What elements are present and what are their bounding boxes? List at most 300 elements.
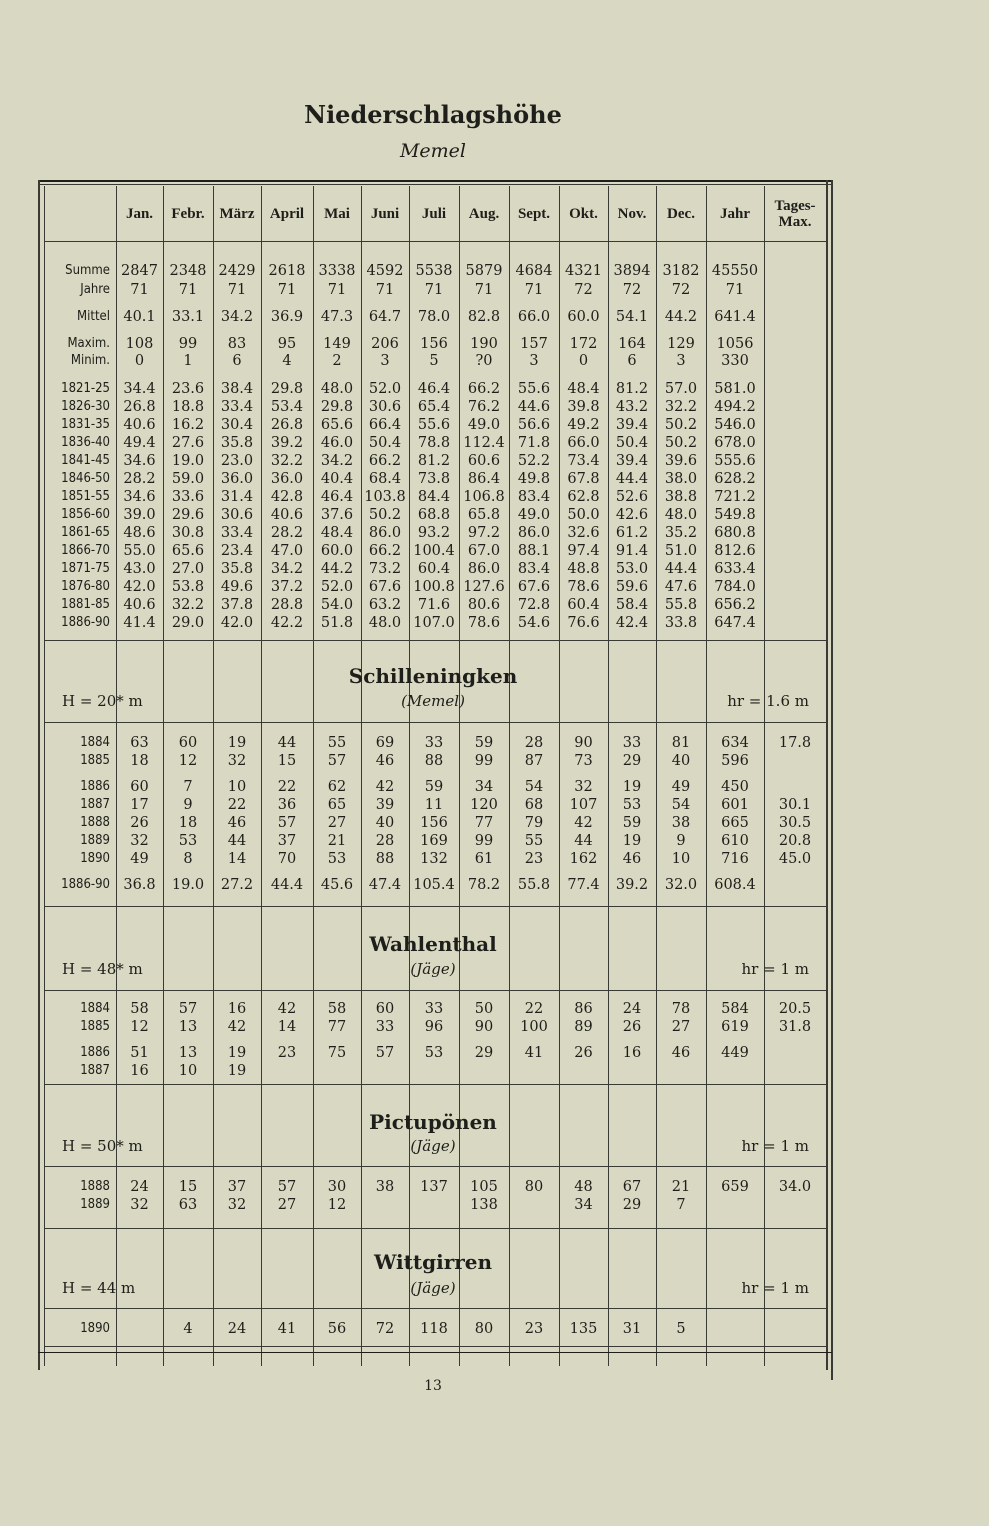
table-cell: 157 (520, 336, 548, 352)
table-cell: 66.2 (368, 543, 402, 559)
table-cell: 22 (524, 1001, 544, 1017)
table-cell: 30.5 (778, 815, 812, 831)
table-cell: 29 (622, 1197, 642, 1213)
table-cell: 44 (574, 833, 593, 849)
table-cell: 546.0 (714, 417, 756, 433)
table-cell: 42 (375, 779, 395, 795)
rule-line (44, 1346, 826, 1347)
row-label: 1881-85 (61, 597, 110, 612)
table-cell: 33 (424, 1001, 444, 1017)
section-observer: (Jäge) (410, 1279, 456, 1297)
table-cell: 48.4 (567, 381, 600, 397)
table-cell: 46.4 (320, 489, 354, 505)
table-cell: 634 (721, 735, 749, 751)
table-cell: 44.4 (270, 877, 304, 893)
table-cell: 80 (524, 1179, 544, 1195)
table-cell: 65.8 (467, 507, 501, 523)
table-cell: 78.0 (417, 309, 451, 325)
table-cell: 13 (178, 1019, 198, 1035)
table-cell: 54.6 (517, 615, 551, 631)
table-cell: 44.6 (517, 399, 551, 415)
table-cell: 34.2 (270, 561, 304, 577)
table-cell: 1 (183, 353, 193, 369)
table-cell: 647.4 (714, 615, 756, 631)
table-cell: 44.4 (664, 561, 698, 577)
table-cell: 44.2 (664, 309, 698, 325)
table-cell: 38.8 (664, 489, 698, 505)
column-header: Sept. (517, 206, 551, 222)
table-cell: 71 (725, 282, 745, 298)
table-cell: 36.0 (270, 471, 304, 487)
table-cell: 30.1 (778, 797, 812, 813)
table-cell: 99 (178, 336, 198, 352)
table-cell: 641.4 (714, 309, 756, 325)
table-cell: 138 (470, 1197, 498, 1213)
table-cell: 64.7 (368, 309, 402, 325)
section-height: H = 50* m (62, 1137, 143, 1155)
table-cell: 63 (130, 735, 149, 751)
table-cell: 12 (327, 1197, 347, 1213)
row-label: 1846-50 (61, 471, 110, 486)
table-cell: 39.6 (664, 453, 698, 469)
table-cell: 2847 (121, 263, 158, 279)
table-cell: 72 (574, 282, 593, 298)
table-cell: 449 (721, 1045, 749, 1061)
table-cell: 18.8 (171, 399, 205, 415)
table-cell: 494.2 (714, 399, 756, 415)
table-cell: 19 (622, 833, 642, 849)
table-cell: 78 (671, 1001, 691, 1017)
table-cell: 33.6 (171, 489, 205, 505)
section-height: H = 48* m (62, 960, 143, 978)
rule-line (44, 1084, 826, 1085)
table-cell: 10 (671, 851, 691, 867)
table-cell: 21 (671, 1179, 691, 1195)
column-header: Jan. (125, 206, 154, 222)
table-cell: 42.2 (270, 615, 304, 631)
table-cell: 93.2 (417, 525, 451, 541)
table-cell: 71 (277, 282, 297, 298)
table-cell: 9 (676, 833, 686, 849)
table-cell: 33.8 (664, 615, 698, 631)
table-cell: 19.0 (171, 453, 205, 469)
table-cell: 57 (277, 815, 297, 831)
column-header: Aug. (468, 206, 500, 222)
table-cell: 91.4 (615, 543, 649, 559)
table-cell: 30.8 (171, 525, 205, 541)
rule-line (38, 1352, 832, 1353)
table-cell: 50.2 (664, 417, 698, 433)
table-cell: 45.0 (778, 851, 812, 867)
rule-line (44, 640, 826, 641)
table-cell: 12 (130, 1019, 149, 1035)
table-cell: 39.2 (270, 435, 304, 451)
table-cell: 40.6 (123, 597, 156, 613)
row-label: 1861-65 (61, 525, 110, 540)
table-cell: 33 (375, 1019, 395, 1035)
table-cell: 135 (569, 1321, 598, 1337)
table-cell: 68.8 (417, 507, 451, 523)
table-cell: 61.2 (615, 525, 649, 541)
rule-line (44, 1308, 826, 1309)
table-cell: 36.0 (220, 471, 254, 487)
table-cell: 57 (178, 1001, 198, 1017)
table-cell: 100.8 (413, 579, 455, 595)
table-cell: 680.8 (714, 525, 756, 541)
table-cell: 51.0 (664, 543, 698, 559)
column-header: Okt. (569, 206, 598, 222)
table-cell: 53 (178, 833, 198, 849)
table-cell: 95 (277, 336, 297, 352)
table-cell: 46 (671, 1045, 691, 1061)
table-cell: 32 (130, 1197, 149, 1213)
table-cell: 67.0 (467, 543, 501, 559)
table-cell: 34.0 (778, 1179, 812, 1195)
column-rule (826, 180, 828, 1370)
table-cell: 42 (574, 815, 593, 831)
table-cell: 44 (277, 735, 297, 751)
section-title: Schilleningken (348, 664, 518, 688)
table-cell: 108 (125, 336, 154, 352)
table-cell: 35.8 (220, 561, 254, 577)
rule-line (44, 906, 826, 907)
table-cell: 34 (474, 779, 494, 795)
section-observer: (Jäge) (410, 1137, 456, 1155)
table-cell: 66.0 (567, 435, 600, 451)
table-cell: 17.8 (778, 735, 812, 751)
table-cell: 60.0 (320, 543, 354, 559)
table-cell: 12 (178, 753, 198, 769)
table-cell: 162 (569, 851, 598, 867)
table-cell: 71 (474, 282, 494, 298)
table-cell: 78.6 (567, 579, 600, 595)
table-cell: 49 (130, 851, 149, 867)
table-cell: 32.2 (664, 399, 698, 415)
table-cell: 120 (470, 797, 498, 813)
table-cell: 27.6 (171, 435, 205, 451)
table-cell: 48.0 (664, 507, 698, 523)
table-cell: 156 (420, 815, 448, 831)
table-cell: 62.8 (567, 489, 600, 505)
table-cell: 44 (227, 833, 247, 849)
table-cell: 66.2 (368, 453, 402, 469)
table-cell: 34.6 (123, 453, 156, 469)
table-cell: 23.0 (220, 453, 254, 469)
table-cell: 29.0 (171, 615, 205, 631)
table-cell: 41.4 (123, 615, 156, 631)
table-cell: 56.6 (517, 417, 551, 433)
table-cell: 37.6 (320, 507, 354, 523)
table-cell: 61 (474, 851, 494, 867)
table-cell: 75 (327, 1045, 347, 1061)
table-cell: 5538 (415, 263, 453, 279)
table-cell: 87 (524, 753, 544, 769)
table-cell: 86.4 (467, 471, 501, 487)
table-cell: 21 (327, 833, 347, 849)
table-cell: 28.2 (123, 471, 156, 487)
row-label: 1841-45 (61, 453, 110, 468)
table-cell: 39.8 (567, 399, 600, 415)
table-cell: 20.5 (778, 1001, 812, 1017)
table-cell: 38 (375, 1179, 395, 1195)
table-cell: 77 (474, 815, 494, 831)
table-cell: 60 (130, 779, 149, 795)
row-label: 1876-80 (61, 579, 110, 594)
table-cell: 28 (524, 735, 544, 751)
row-label: 1886 (80, 779, 110, 794)
table-cell: 67 (622, 1179, 642, 1195)
table-cell: 23 (524, 1321, 544, 1337)
table-cell: 43.2 (615, 399, 649, 415)
table-cell: 30.6 (368, 399, 402, 415)
table-cell: 46.0 (320, 435, 354, 451)
table-cell: 97.4 (567, 543, 600, 559)
row-label: 1889 (80, 1197, 110, 1212)
table-cell: 68.4 (368, 471, 402, 487)
table-cell: 90 (574, 735, 593, 751)
table-cell: 0 (578, 353, 589, 369)
table-cell: 57 (327, 753, 347, 769)
table-cell: 3338 (318, 263, 356, 279)
table-cell: 40.6 (123, 417, 156, 433)
table-cell: 11 (424, 797, 444, 813)
table-cell: 23 (524, 851, 544, 867)
table-cell: 34.4 (123, 381, 156, 397)
table-cell: 628.2 (714, 471, 756, 487)
table-cell: 37.8 (220, 597, 254, 613)
table-cell: 29.8 (320, 399, 354, 415)
table-cell: ?0 (475, 353, 493, 369)
table-cell: 132 (420, 851, 448, 867)
table-cell: 53 (327, 851, 347, 867)
table-cell: 129 (667, 336, 695, 352)
table-cell: 32 (227, 1197, 247, 1213)
row-label: 1884 (80, 735, 110, 750)
table-cell: 50.2 (368, 507, 402, 523)
table-cell: 36.9 (270, 309, 304, 325)
table-cell: 19 (622, 779, 642, 795)
table-cell: 59 (424, 779, 444, 795)
table-cell: 83.4 (517, 561, 551, 577)
column-header: Mai (324, 206, 350, 222)
table-cell: 38.4 (220, 381, 254, 397)
table-cell: 63.2 (368, 597, 402, 613)
table-cell: 35.8 (220, 435, 254, 451)
rule-line (44, 1166, 826, 1167)
section-title: Wahlenthal (369, 932, 497, 956)
table-cell: 156 (420, 336, 448, 352)
table-cell: 5 (429, 353, 439, 369)
table-cell: 81.2 (417, 453, 451, 469)
table-cell: 54 (524, 779, 544, 795)
table-cell: 66.4 (368, 417, 402, 433)
table-cell: 73 (574, 753, 593, 769)
page-number: 13 (424, 1378, 442, 1394)
table-cell: 60.4 (567, 597, 600, 613)
table-cell: 42 (227, 1019, 247, 1035)
table-cell: 71 (227, 282, 247, 298)
table-cell: 77 (327, 1019, 347, 1035)
table-cell: 67.6 (517, 579, 551, 595)
table-cell: 103.8 (364, 489, 406, 505)
table-cell: 48 (574, 1179, 593, 1195)
table-cell: 27 (671, 1019, 691, 1035)
section-height: H = 44 m (62, 1279, 136, 1297)
table-cell: 67.6 (368, 579, 402, 595)
table-cell: 665 (721, 815, 749, 831)
table-cell: 656.2 (714, 597, 756, 613)
row-label: Jahre (80, 282, 110, 297)
table-cell: 37 (277, 833, 297, 849)
column-header: April (269, 206, 305, 222)
table-cell: 90 (474, 1019, 494, 1035)
row-label: Mittel (77, 309, 110, 324)
table-cell: 70 (277, 851, 297, 867)
table-cell: 71.6 (417, 597, 451, 613)
table-cell: 86.0 (368, 525, 402, 541)
table-cell: 80 (474, 1321, 494, 1337)
table-cell: 619 (721, 1019, 749, 1035)
table-cell: 30.4 (220, 417, 254, 433)
table-cell: 3 (380, 353, 390, 369)
table-cell: 42 (277, 1001, 297, 1017)
table-cell: 32.0 (664, 877, 698, 893)
table-cell: 38.0 (664, 471, 698, 487)
rule-line (44, 241, 826, 242)
table-cell: 71 (327, 282, 347, 298)
table-cell: 23.6 (171, 381, 205, 397)
column-header: Febr. (171, 206, 205, 222)
table-cell: 56 (327, 1321, 347, 1337)
column-rule (38, 180, 40, 1370)
table-cell: 6 (232, 353, 242, 369)
table-cell: 39.0 (123, 507, 156, 523)
table-cell: 4684 (515, 263, 553, 279)
table-cell: 39.4 (615, 417, 649, 433)
table-cell: 50.2 (664, 435, 698, 451)
table-cell: 44.4 (615, 471, 649, 487)
table-cell: 63 (178, 1197, 198, 1213)
table-cell: 54.0 (320, 597, 354, 613)
table-cell: 40.4 (320, 471, 354, 487)
table-cell: 52.2 (517, 453, 551, 469)
table-cell: 450 (721, 779, 749, 795)
page-title: Niederschlagshöhe (304, 100, 562, 129)
table-cell: 16 (130, 1063, 149, 1079)
table-cell: 24 (130, 1179, 149, 1195)
table-cell: 105.4 (413, 877, 455, 893)
column-header: Jahr (720, 206, 750, 222)
table-cell: 27 (327, 815, 347, 831)
table-cell: 68 (524, 797, 544, 813)
table-cell: 49.0 (517, 507, 551, 523)
table-cell: 33 (424, 735, 444, 751)
table-cell: 17 (130, 797, 149, 813)
row-label: 1890 (80, 851, 110, 866)
table-cell: 73.8 (417, 471, 451, 487)
table-cell: 55 (524, 833, 544, 849)
table-cell: 53 (622, 797, 642, 813)
table-cell: 10 (227, 779, 247, 795)
rule-line (38, 180, 832, 182)
table-cell: 53.8 (171, 579, 205, 595)
table-cell: 2 (332, 353, 342, 369)
table-cell: 51 (130, 1045, 149, 1061)
table-cell: 45550 (711, 263, 759, 279)
table-cell: 53.0 (615, 561, 649, 577)
table-cell: 57 (277, 1179, 297, 1195)
column-header: Nov. (617, 206, 647, 222)
table-cell: 19 (227, 735, 247, 751)
table-cell: 39 (375, 797, 395, 813)
table-cell: 96 (424, 1019, 444, 1035)
table-cell: 59.6 (615, 579, 649, 595)
table-cell: 79 (524, 815, 544, 831)
table-cell: 59 (622, 815, 642, 831)
table-cell: 49 (671, 779, 691, 795)
table-cell: 112.4 (463, 435, 505, 451)
table-cell: 66.0 (517, 309, 551, 325)
table-cell: 42.8 (270, 489, 304, 505)
table-cell: 27.0 (171, 561, 205, 577)
table-cell: 78.2 (467, 877, 501, 893)
section-hr: hr = 1 m (741, 1279, 809, 1297)
table-cell: 46.4 (417, 381, 451, 397)
table-cell: 5 (676, 1321, 686, 1337)
table-cell: 48.4 (320, 525, 354, 541)
table-cell: 24 (622, 1001, 642, 1017)
table-cell: 82.8 (467, 309, 501, 325)
table-cell: 86.0 (467, 561, 501, 577)
row-label: 1885 (80, 1019, 110, 1034)
page-subtitle: Memel (399, 140, 467, 162)
table-cell: 15 (277, 753, 297, 769)
table-cell: 33.4 (220, 399, 254, 415)
table-cell: 32.6 (567, 525, 600, 541)
table-cell: 40 (375, 815, 395, 831)
table-cell: 72.8 (517, 597, 551, 613)
table-cell: 15 (178, 1179, 198, 1195)
table-cell: 105 (470, 1179, 498, 1195)
table-cell: 784.0 (714, 579, 756, 595)
row-label: Summe (65, 263, 110, 278)
table-cell: 100.4 (413, 543, 455, 559)
table-cell: 49.8 (517, 471, 551, 487)
table-cell: 34.2 (320, 453, 354, 469)
section-observer: (Jäge) (410, 960, 456, 978)
row-label: 1888 (80, 1179, 110, 1194)
column-header (764, 192, 826, 236)
table-cell: 137 (420, 1179, 448, 1195)
table-cell: 55 (327, 735, 347, 751)
table-cell: 40 (671, 753, 691, 769)
row-label: 1884 (80, 1001, 110, 1016)
table-cell: 83.4 (517, 489, 551, 505)
table-cell: 48.0 (368, 615, 402, 631)
table-cell: 26 (574, 1045, 593, 1061)
table-cell: 88 (424, 753, 444, 769)
table-cell: 99 (474, 833, 494, 849)
table-cell: 4592 (366, 263, 404, 279)
row-label: 1886-90 (61, 877, 110, 892)
table-cell: 86 (574, 1001, 593, 1017)
section-observer: (Memel) (401, 692, 465, 710)
table-cell: 97.2 (467, 525, 501, 541)
table-cell: 2429 (218, 263, 256, 279)
table-cell: 32 (130, 833, 149, 849)
table-cell: 33.1 (171, 309, 205, 325)
table-cell: 57 (375, 1045, 395, 1061)
